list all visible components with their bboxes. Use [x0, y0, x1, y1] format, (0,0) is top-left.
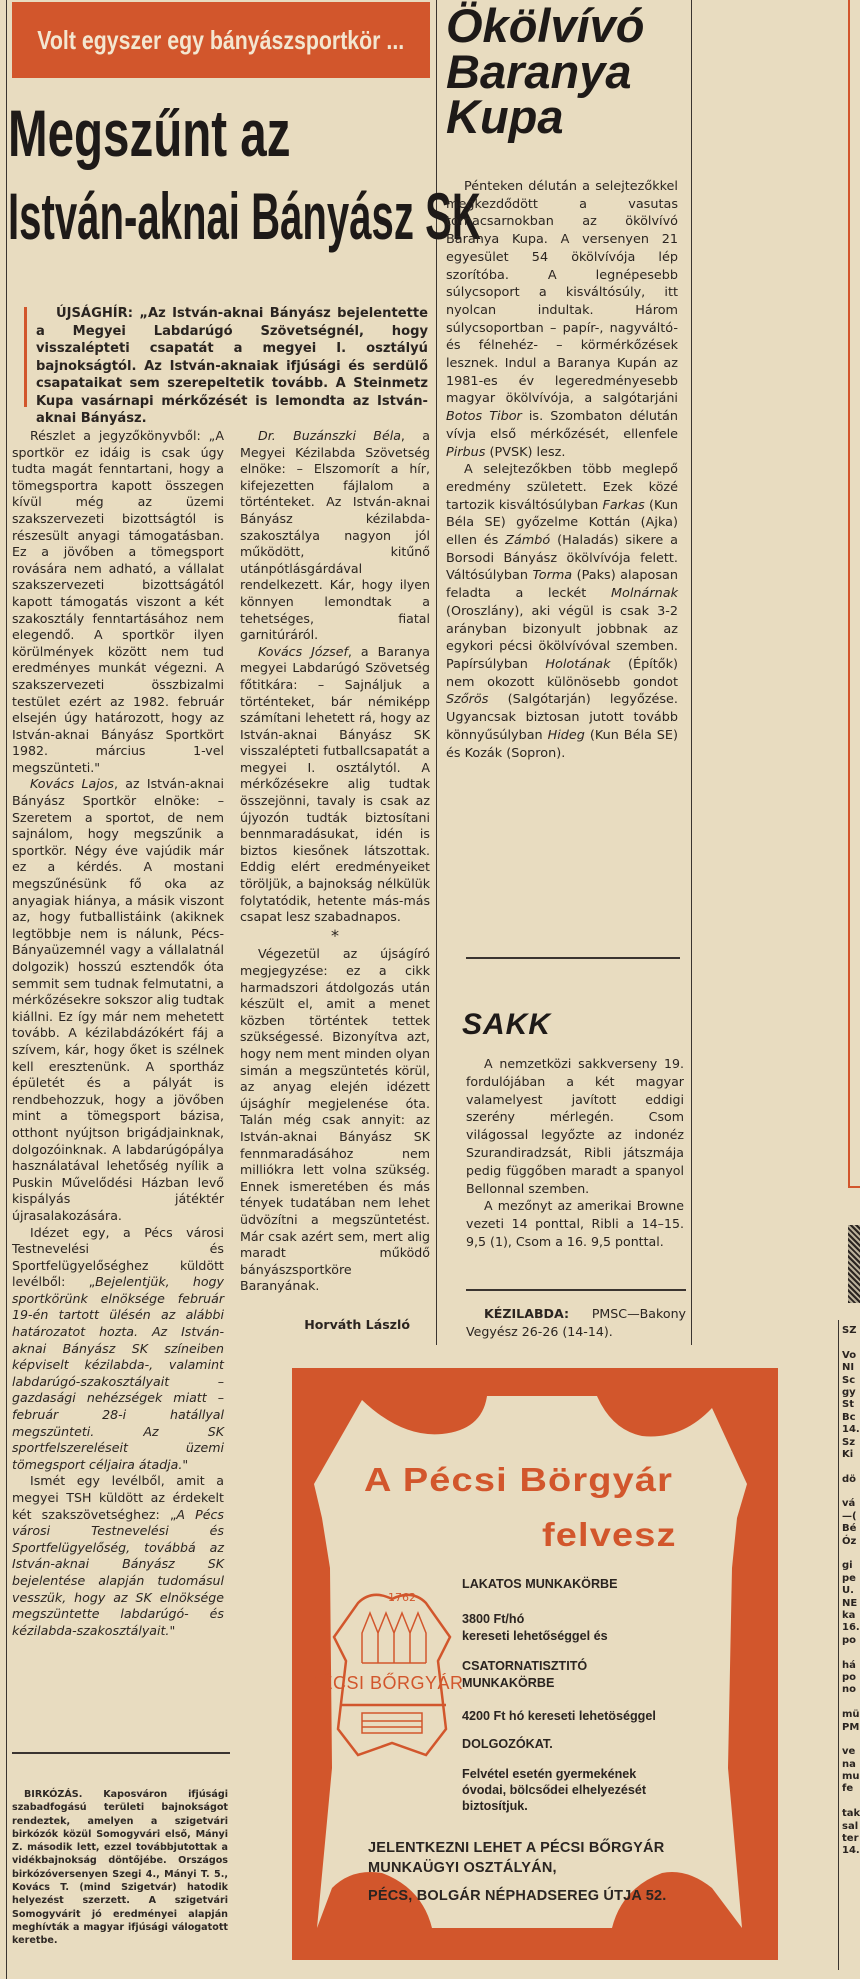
birkozas-brief [12, 1788, 228, 1948]
pay-2: 4200 Ft hó kereseti lehetöséggel [462, 1709, 656, 1723]
person-name: Kovács József [258, 643, 348, 659]
pay-1-note: kereseti lehetőséggel és [462, 1629, 608, 1643]
column-rule-left [6, 0, 7, 1979]
ad-title-line-1: A Pécsi Börgyár [364, 1461, 674, 1498]
job-2-line-2: MUNKAKÖRBE [462, 1676, 555, 1690]
edge-fragment [842, 1647, 860, 1659]
adjacent-box-border [848, 0, 850, 1188]
edge-fragment: po [842, 1634, 857, 1646]
edge-fragment: NI [842, 1362, 855, 1374]
kicker-banner [12, 2, 430, 78]
paragraph [12, 776, 224, 1224]
edge-fragment: dö [842, 1473, 857, 1485]
edge-fragment: Sc [842, 1374, 856, 1386]
quote-text: Bejelentjük, hogy sportkörünk elnöksége február 19-én tartott ülésén az alábbi határozatot hozta. Az István-aknai Bányász SK színeiben képviselt kézilabda-, valamint labdarúgó-szakosztályait – gazdasági nehézségek miatt – február 28-i hatállyal megszünteti. Az SK sportfelszereléseit üzemi tömegsport céljaira átadja." [12, 1274, 225, 1472]
paragraph [240, 428, 430, 644]
edge-fragment: ka [842, 1609, 856, 1621]
paragraph: A nemzetközi sakkverseny 19. fordulójában a két magyar valamelyest javított eddigi szerény mérlegén. Csom világossal legyőzte az indonéz Szurandiradzsát, Ribli játszmája pedig függőben maradt a spanyol Bellonnal szemben. [466, 1056, 684, 1196]
paragraph-text: , a Baranya megyei Labdarúgó Szövetség főtitkára: – Sajnáljuk a történteket, bár némiképp számítani lehetett rá, hogy az István-aknai Bányász SK visszalépteti futballcsapatát a megyei I. osztálytól. A mérkőzésekre alig tudtak összejönni, tavaly is csak az újyozón tudták biztosítani bennmaradásukat, idén is biztos kiesőnek látszottak. Eddig elért eredményeiket töröljük, a bajnokság nélkülük folytatódik, hetente más-más csapat lesz szabadnapos. [240, 643, 430, 925]
paragraph: A mezőnyt az amerikai Browne vezeti 14 ponttal, Ribli a 14–15. 9,5 (1), Csom a 16. 9,5 ponttal. [466, 1198, 684, 1249]
lead-accent-bar [24, 307, 27, 407]
edge-fragment: vá [842, 1498, 856, 1510]
adjacent-column-fragment [842, 1325, 860, 1965]
paragraph [446, 461, 678, 762]
article-column-a [12, 428, 224, 1639]
apply-line-2: MUNKAÜGYI OSZTÁLYÁN, [368, 1860, 557, 1876]
edge-fragment [842, 1697, 860, 1709]
paragraph [12, 1225, 224, 1474]
edge-fragment [842, 1461, 860, 1473]
paragraph-text: (Építők) nem okozott különösebb gondot [446, 656, 678, 690]
person-name: Torma [532, 568, 573, 584]
paragraph [12, 1473, 224, 1639]
edge-fragment: 14. [842, 1845, 860, 1857]
edge-fragment [842, 1486, 860, 1498]
headline-line-1: Megszűnt az [8, 96, 291, 170]
paragraph-text: (PVSK) lesz. [485, 444, 566, 460]
sakk-title: SAKK [462, 1008, 552, 1041]
benefit-line-1: Felvétel esetén gyermekének [462, 1767, 637, 1781]
divider [466, 957, 680, 959]
edge-fragment: NE [842, 1597, 858, 1609]
edge-fragment: gy [842, 1386, 856, 1398]
benefit-line-2: óvodai, bölcsődei elhelyezését [462, 1783, 647, 1797]
person-name: Szőrös [446, 692, 489, 708]
quote-text: A Pécs városi Testnevelési és Sportfelügyelőség, továbbá az István-aknai Bányász SK bejelentése alapján tudomásul vesszük, hogy az SK elnöksége megszüntette labdarúgó- és kézilabda-szakosztályait." [12, 1506, 224, 1638]
edge-fragment: St [842, 1399, 854, 1411]
edge-fragment: PM [842, 1721, 860, 1733]
edge-fragment: Bc [842, 1411, 856, 1423]
edge-fragment: gi [842, 1560, 853, 1572]
paragraph [446, 178, 678, 461]
edge-fragment: —( [842, 1510, 857, 1522]
sakk-article [466, 1055, 684, 1251]
edge-fragment: Ki [842, 1448, 854, 1460]
edge-fragment: SZ [842, 1325, 857, 1336]
adjacent-box-border [848, 1186, 860, 1188]
paragraph-text: (Kun Béla SE) és Kozák (Sopron). [446, 727, 678, 761]
edge-fragment [842, 1337, 860, 1349]
divider [12, 1752, 230, 1754]
brief-label: BIRKÓZÁS. [24, 1789, 83, 1800]
paragraph-text: is. Szombaton délután vívja első mérkőzését, ellenfele [446, 409, 679, 442]
person-name: Botos Tibor [446, 409, 522, 425]
job-1: LAKATOS MUNKAKÖRBE [462, 1577, 618, 1591]
edge-fragment: pe [842, 1572, 856, 1584]
edge-fragment: 14. [842, 1424, 860, 1436]
okolvivo-title-line-2: Baranya [446, 45, 632, 98]
person-name: Hideg [547, 727, 585, 743]
edge-fragment: ter [842, 1833, 859, 1845]
paragraph [12, 1788, 228, 1948]
kezilabda-brief [466, 1305, 686, 1340]
ad-title-line-2: felvesz [542, 1516, 677, 1553]
paragraph-text: (Kun Béla SE) győzelme Kottán (Ajka) ellen és [446, 497, 678, 549]
edge-fragment: há [842, 1659, 856, 1671]
person-name: Holotának [545, 656, 611, 672]
person-name: Pirbus [446, 444, 486, 460]
brief-label: KÉZILABDA: [484, 1306, 570, 1321]
brief-text: PMSC—Bakony Vegyész 26-26 (14-14). [466, 1306, 686, 1339]
person-name: Zámbó [505, 533, 551, 549]
edge-fragment: U. [842, 1585, 854, 1597]
edge-fragment: po [842, 1671, 857, 1683]
paragraph-text: , az István-aknai Bányász Sportkör elnöke: – Szeretem a sportot, de nem sajnálom, hogy megszűnik a sportkör. Négy éve vajúdik már ez a kérdés. A mostani megszűnésünk fő oka az anyagiak hiánya, a másik viszont az, hogy futballistáink (akiknek legtöbbje nem is nálunk, Pécs-Bányaüzemnél vagy a vállalatnál dolgozik) hosszú esztendők óta semmit sem tudnak felmutatni, a mérkőzésekre sokszor alig tudtak kiállni. Ez így már nem mehetett tovább. A kézilabdázókért fáj a szívem, kár, hogy őket is szélnek kell eresztenünk. A sportház épületét és a pályát is rendbehozzuk, hogy a jövőben mint a tömegsport bázisa, otthont nyújtson brigádjainknak, dolgozóinknak. A labdarúgópálya használatával lehetőség nyílik a Puskin Művelődési Házban levő kispályás játéktér újrasalakozására. [12, 776, 224, 1223]
edge-fragment: na [842, 1758, 856, 1770]
paragraph-text: , a Megyei Kézilabda Szövetség elnöke: – Elszomorít a hír, kifejezetten fájlalom a történteket. Az István-aknai Bányász kézilabda-szakosztálya nagyon jól működött, kitűnő utánpótlásgárdával rendelkezett. Kár, hogy ilyen könnyen lemondtak a tehetséges, fiatal garnitúráról. [240, 428, 430, 643]
headline-line-2: István-aknai Bányász SK [8, 179, 481, 253]
benefit-line-3: biztosítjuk. [462, 1799, 528, 1813]
kicker-text: Volt egyszer egy bányászsportkör ... [37, 24, 405, 55]
workers: DOLGOZÓKAT. [462, 1737, 553, 1751]
job-2-line-1: CSATORNATISZTITÓ [462, 1659, 588, 1673]
edge-fragment: Óz [842, 1535, 857, 1547]
byline: Horváth László [304, 1316, 410, 1332]
address: PÉCS, BOLGÁR NÉPHADSEREG ÚTJA 52. [368, 1888, 667, 1904]
paragraph-text: Ismét egy levélből, amit a megyei TSH küldött az érdekelt két szakszövetséghez: „ [12, 1473, 224, 1522]
paragraph [240, 644, 430, 926]
edge-fragment: no [842, 1684, 856, 1696]
divider [466, 1289, 686, 1291]
paragraph-text: Idézet egy, a Pécs városi Testnevelési és Sportfelügyelőséghez küldött levélből: „ [12, 1224, 224, 1290]
brief-text: Kaposváron ifjúsági szabadfogású területi bajnokságot rendeztek, amelyen a szigetvári birkózók közül Somogyvári első, Mányi Z. második lett, ezzel továbbjutottak a vidékbajnokság döntőjébe. Országos birkózóversenyen Szegi 4., Mányi T. 5., Kovács T. (mind Szigetvár) hatodik helyezést szerzett. A szigetvári Somogyvárit jó eredményei alapján meghívták a magyar ifjúsági válogatott keretbe. [12, 1789, 228, 1947]
edge-fragment: tak [842, 1808, 860, 1820]
person-name: Molnárnak [610, 586, 678, 602]
logo-name: PÉCSI BŐRGYÁR [308, 1673, 464, 1693]
edge-fragment [842, 1548, 860, 1560]
edge-fragment: Bé [842, 1523, 857, 1535]
okolvivo-title-line-1: Ökölvívó [446, 0, 645, 52]
edge-fragment: Sz [842, 1436, 856, 1448]
adjacent-halftone-image [848, 1225, 860, 1303]
okolvivo-title-line-3: Kupa [446, 90, 564, 143]
edge-fragment: mu [842, 1771, 860, 1783]
paragraph-text: (Paks) alaposan feladta a leckét [446, 568, 678, 602]
paragraph-text: (Salgótarján) legyőzése. Ugyancsak biztosan jutott tovább könnyűsúlyban [446, 692, 678, 743]
apply-line-1: JELENTKEZNI LEHET A PÉCSI BŐRGYÁR [368, 1840, 665, 1856]
edge-fragment: 16. [842, 1622, 860, 1634]
advertisement [292, 1368, 778, 1960]
column-rule-right [691, 0, 692, 1345]
person-name: Kovács Lajos [30, 776, 114, 792]
person-name: Dr. Buzánszki Béla [258, 428, 401, 443]
paragraph: Végezetül az újságíró megjegyzése: ez a cikk harmadszori átdolgozás után készült el, amit a menet közben történtek tettek szükségessé. Bizonyítva azt, hogy nem ment minden olyan simán a megszüntetés körül, az anyag elején idézett újsághír megjelenése óta. Talán még csak annyit: az István-aknai Bányász SK fennmaradásához nem milliókra lett volna szükség. Ennek ismeretében és más tények tudatában nem lehet üdvözítni a megszüntetést. Már csak azért sem, mert alig maradt működő bányászsportköre Baranyának. [240, 946, 430, 1294]
edge-fragment [842, 1734, 860, 1746]
edge-fragment: Vo [842, 1349, 857, 1361]
edge-fragment: mü [842, 1709, 860, 1721]
article-column-b [240, 428, 430, 1333]
person-name: Farkas [602, 497, 645, 513]
section-star: * [331, 925, 339, 945]
paragraph [466, 1305, 686, 1340]
article-lead: ÚJSÁGHÍR: „Az István-aknai Bányász bejelentette a Megyei Labdarúgó Szövetségnél, hogy visszalépteti csapatát a megyei I. osztályú bajnokságtól. Az István-aknaiak ifjúsági és serdülő csapataikat sem szerepeltetik tovább. A Steinmetz Kupa vasárnapi mérkőzését is lemondta az István-aknai Bányász. [36, 306, 428, 426]
logo-year: 1762 [388, 1591, 416, 1604]
edge-fragment: fe [842, 1783, 854, 1795]
edge-fragment: ve [842, 1746, 856, 1758]
paragraph-text: A selejtezőkben több meglepő eredmény született. Ezek közé tartozik kisváltósúlyban [446, 462, 678, 513]
paragraph-text: (Oroszlány), aki végül is csak 3-2 arányban bizonyult jobbnak az egykori pécsi ökölvívóval szemben. Papírsúlyban [446, 603, 678, 672]
edge-fragment: sal [842, 1820, 859, 1832]
okolvivo-article [446, 178, 678, 762]
pay-1: 3800 Ft/hó [462, 1612, 525, 1626]
edge-fragment [842, 1796, 860, 1808]
column-rule-edge [838, 1320, 839, 1970]
paragraph-text: (Haladás) sikere a Borsodi Bányász ökölvívója felett. Váltósúlyban [446, 533, 678, 584]
paragraph: Részlet a jegyzőkönyvből: „A sportkör ez idáig is csak úgy tudta magát fenntartani, hogy a tömegsportra kapott összegen kívül még az üzemi szakszervezeti bizottságtól is részesült anyagi támogatásban. Ez a jövőben a tömegsport rovására nem adható, a vállalat szakszervezeti bizottságától kapott támogatás viszont a két szakosztály fenntartásához nem elegendő. A sportkör ilyen körülmények között nem tud eredményes munkát végezni. A szakszervezeti összbizalmi testület ezért az 1982. február elsején úgy határozott, hogy az István-aknai Bányász Sportkört 1982. március 1-vel megszünteti." [12, 428, 224, 775]
paragraph-text: Pénteken délután a selejtezőkkel megkezdődött a vasutas tornacsarnokban az ökölvívó Baranya Kupa. A versenyen 21 egyesület 54 ökölvívója lép szorítóba. A legnépesebb súlycsoport a kisváltósúly, itt nyolcan indultak. Három súlycsoportban – papír-, nagyváltó- és félnehéz- – körmérkőzések lesznek. Indul a Baranya Kupán az 1981-es év legeredményesebb magyar ökölvívója, a salgótarjáni [446, 179, 678, 407]
